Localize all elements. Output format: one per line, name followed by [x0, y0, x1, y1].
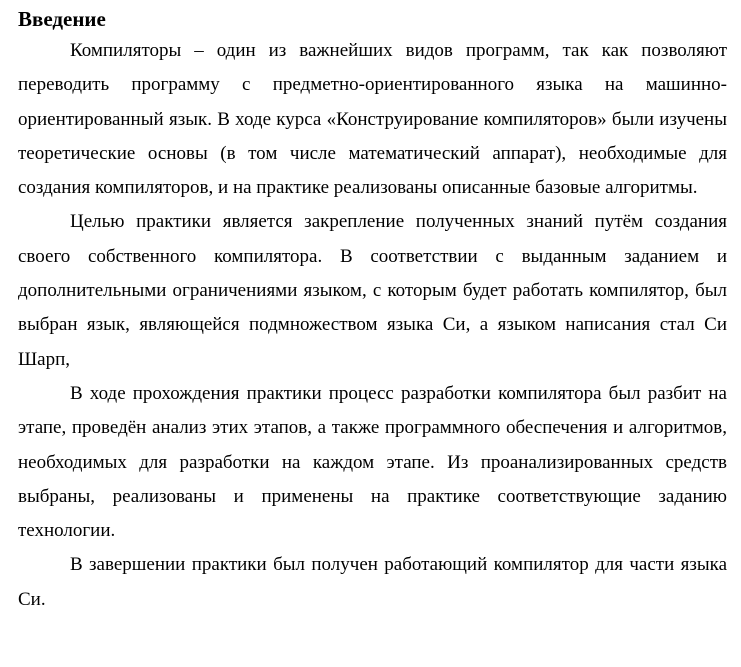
paragraph-result: В завершении практики был получен работающий компилятор для части языка Си. [18, 554, 727, 610]
section-heading: Введение [18, 7, 106, 31]
paragraph-process: В ходе прохождения практики процесс разработки компилятора был разбит на этапе, проведён анализ этих этапов, а также программного обеспечения и алгоритмов, необходимых для разработки на каждом этапе. Из проанализированных средств выбраны, реализованы и применены на практике соответствующие заданию технологии. [18, 382, 727, 542]
paragraph-intro: Компиляторы – один из важнейших видов программ, так как позволяют переводить программу с предметно-ориентированного языка на машинно-ориентированный язык. В ходе курса «Конструирование компиляторов» были изучены теоретические основы (в том числе математический аппарат), необходимые для создания компиляторов, и на практике реализованы описанные базовые алгоритмы. [18, 40, 727, 199]
paragraph-goal: Целью практики является закрепление полученных знаний путём создания своего собственного компилятора. В соответствии с выданным заданием и дополнительными ограничениями языком, с которым будет работать компилятор, был выбран язык, являющейся подмножеством языка Си, а языком написания стал Си Шарп, [18, 211, 727, 370]
